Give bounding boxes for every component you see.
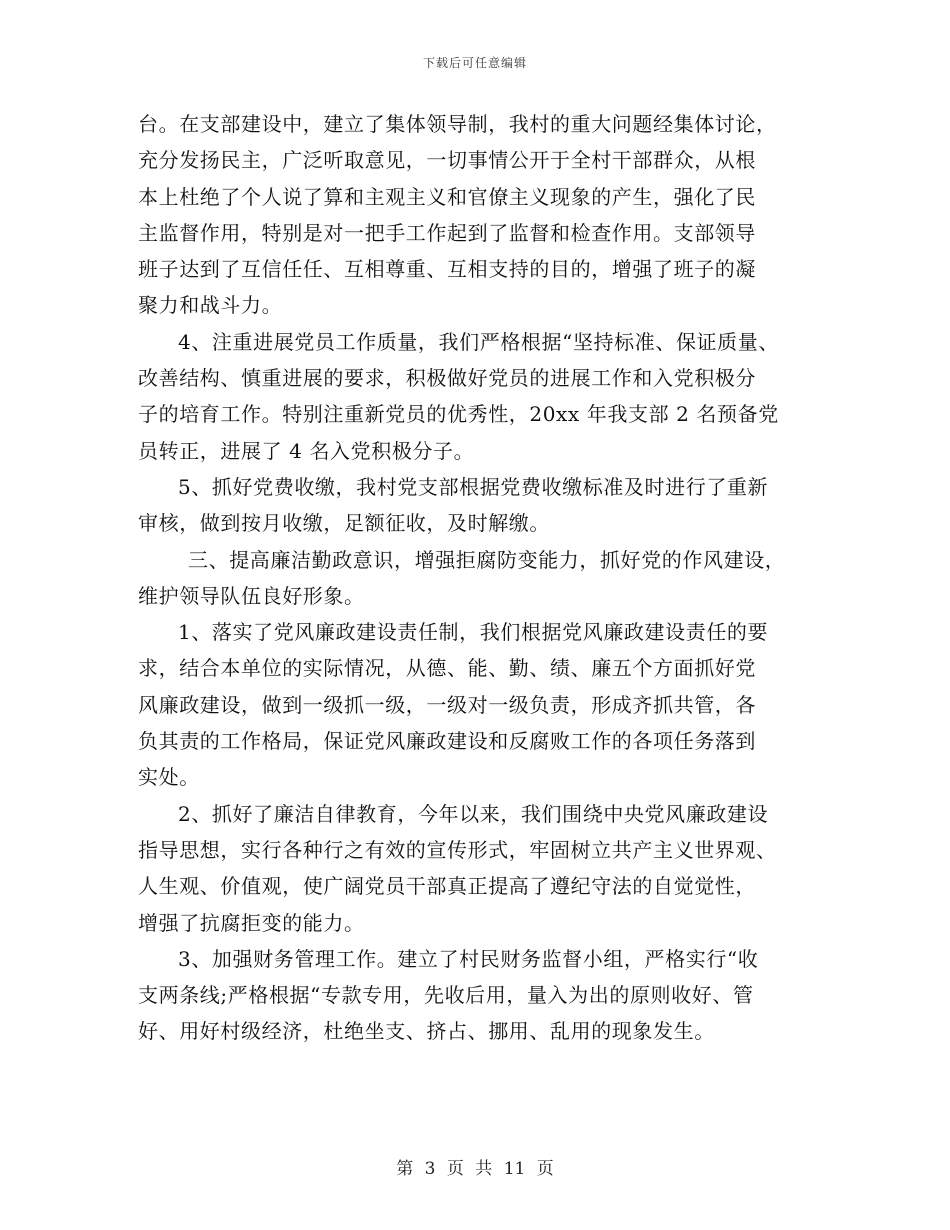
page-header: 下载后可任意编辑	[422, 56, 527, 70]
text-line: 改善结构、慎重进展的要求，积极做好党员的进展工作和入党积极分	[138, 366, 756, 391]
text-line: 指导思想，实行各种行之有效的宣传形式，牢固树立共产主义世界观、	[138, 837, 777, 862]
document-body	[138, 106, 828, 1050]
text-line: 人生观、价值观，使广阔党员干部真正提高了遵纪守法的自觉觉性，	[138, 874, 756, 899]
text-line: 充分发扬民主，广泛听取意见，一切事情公开于全村干部群众，从根	[138, 148, 756, 173]
paragraph-start-line: 2、抓好了廉洁自律教育，今年以来，我们围绕中央党风廉政建设	[178, 801, 769, 826]
paragraph-start-line: 5、抓好党费收缴，我村党支部根据党费收缴标准及时进行了重新	[178, 474, 769, 499]
text-line: 维护领导队伍良好形象。	[138, 583, 365, 608]
paragraph-start-line: 4、注重进展党员工作质量，我们严格根据“坚持标准、保证质量、	[178, 329, 779, 354]
text-line: 子的培育工作。特别注重新党员的优秀性，20xx 年我支部 2 名预备党	[138, 402, 779, 427]
text-line: 好、用好村级经济，杜绝坐支、挤占、挪用、乱用的现象发生。	[138, 1019, 715, 1044]
text-line: 负其责的工作格局，保证党风廉政建设和反腐败工作的各项任务落到	[138, 729, 756, 754]
paragraph-start-line: 3、加强财务管理工作。建立了村民财务监督小组，严格实行“收	[178, 946, 759, 971]
text-line: 增强了抗腐拒变的能力。	[138, 910, 365, 935]
text-line: 员转正，进展了 4 名入党积极分子。	[138, 438, 475, 463]
text-line: 聚力和战斗力。	[138, 293, 283, 318]
text-line: 支两条线;严格根据“专款专用，先收后用，量入为出的原则收好、管	[138, 983, 754, 1008]
text-line: 本上杜绝了个人说了算和主观主义和官僚主义现象的产生，强化了民	[138, 184, 756, 209]
text-line: 主监督作用，特别是对一把手工作起到了监督和检查作用。支部领导	[138, 220, 756, 245]
page-number-footer: 第 3 页 共 11 页	[396, 1159, 554, 1179]
section-heading-line: 三、提高廉洁勤政意识，增强拒腐防变能力，抓好党的作风建设，	[188, 547, 786, 572]
paragraph-start-line: 1、落实了党风廉政建设责任制，我们根据党风廉政建设责任的要	[178, 620, 769, 645]
text-line: 实处。	[138, 765, 200, 790]
text-line: 风廉政建设，做到一级抓一级，一级对一级负责，形成齐抓共管，各	[138, 692, 756, 717]
text-line: 班子达到了互信任任、互相尊重、互相支持的目的，增强了班子的凝	[138, 257, 756, 282]
text-line: 审核，做到按月收缴，足额征收，及时解缴。	[138, 511, 550, 536]
text-line: 台。在支部建设中，建立了集体领导制，我村的重大问题经集体讨论，	[138, 112, 777, 136]
text-line: 求，结合本单位的实际情况，从德、能、勤、绩、廉五个方面抓好党	[138, 656, 756, 681]
